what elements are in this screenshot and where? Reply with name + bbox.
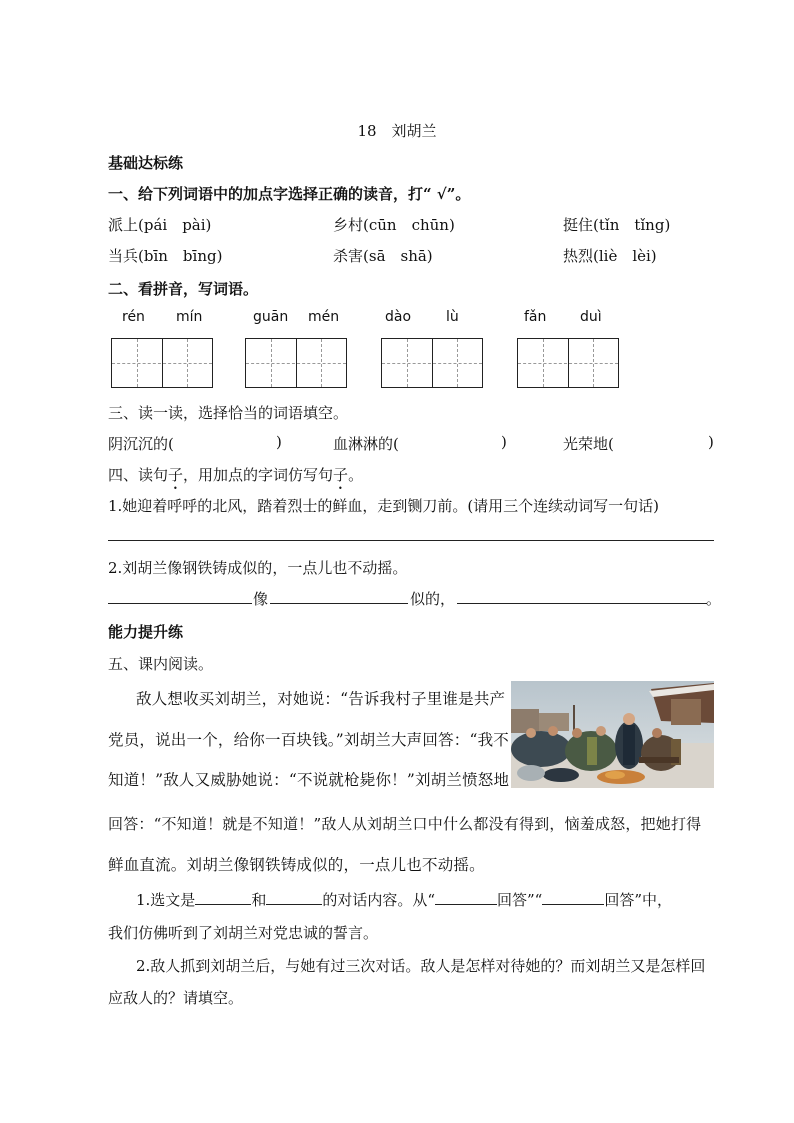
q4-fill-b: 似的， xyxy=(410,590,456,608)
q5-2-line2: 应敌人的？请填空。 xyxy=(108,989,244,1007)
passage-line-5: 鲜血直流。刘胡兰像钢铁铸成似的，一点儿也不动摇。 xyxy=(108,856,485,874)
q5-1-b: 和 xyxy=(251,891,267,909)
q1-item-3[interactable] xyxy=(563,214,670,235)
blank-4[interactable] xyxy=(542,890,604,905)
passage-line-1: 敌人想收买刘胡兰，对她说：“告诉我村子里谁是共产 xyxy=(136,690,506,708)
q1-item-6[interactable] xyxy=(563,245,657,266)
q5-1-line2: 我们仿佛听到了刘胡兰对党忠诚的誓言。 xyxy=(108,924,379,942)
q1-pinyin: (sā shā) xyxy=(363,247,433,265)
q4-heading-mid: ，用加点的字词仿写句 xyxy=(183,466,334,484)
q1-word: 挺住 xyxy=(563,216,594,234)
writing-grid-1[interactable] xyxy=(111,338,213,388)
q1-heading: 一、给下列词语中的加点字选择正确的读音，打“ √”。 xyxy=(108,185,471,203)
answer-blank-c[interactable] xyxy=(457,603,707,604)
q4-heading-pre: 四、读句 xyxy=(108,466,169,484)
q4-heading-post: 。 xyxy=(348,466,364,484)
q4-fill-end: 。 xyxy=(706,590,722,608)
q1-item-1[interactable] xyxy=(108,214,211,235)
q4-fill-a: 像 xyxy=(253,590,269,608)
q2-pinyin-1b: mín xyxy=(176,309,203,325)
q5-1-e: 回答”中， xyxy=(604,891,673,909)
q1-word: 当兵 xyxy=(108,247,139,265)
passage-line-3: 知道！”敌人又威胁她说：“不说就枪毙你！”刘胡兰愤怒地 xyxy=(108,771,510,789)
q2-pinyin-3a: dào xyxy=(385,309,412,325)
writing-grid-3[interactable] xyxy=(381,338,483,388)
blank-1[interactable] xyxy=(195,890,251,905)
q1-pinyin: (bīn bīng) xyxy=(138,247,223,265)
q5-2-line1: 2.敌人抓到刘胡兰后，与她有过三次对话。敌人是怎样对待她的？而刘胡兰又是怎样回 xyxy=(136,957,706,975)
q1-pinyin: (cūn chūn) xyxy=(363,216,455,234)
q5-1-c: 的对话内容。从“ xyxy=(322,891,435,909)
q4-heading-dot1: 子 xyxy=(168,466,184,484)
q1-pinyin: (tǐn tǐng) xyxy=(593,216,671,234)
q3-item-2: 血淋淋的( xyxy=(333,435,399,453)
q2-heading: 二、看拼音，写词语。 xyxy=(108,280,259,298)
q2-pinyin-2a: guān xyxy=(253,309,289,325)
blank-3[interactable] xyxy=(435,890,497,905)
q5-1 xyxy=(136,889,672,910)
q1-item-4[interactable] xyxy=(108,245,222,266)
passage-line-2: 党员，说出一个，给你一百块钱。”刘胡兰大声回答：“我不 xyxy=(108,731,509,749)
writing-grid-4[interactable] xyxy=(517,338,619,388)
q2-pinyin-3b: lù xyxy=(446,309,459,325)
q5-1-d: 回答”“ xyxy=(497,891,543,909)
q3-close-1: ) xyxy=(276,433,282,451)
answer-line-1[interactable] xyxy=(108,540,714,541)
q1-pinyin: (pái pài) xyxy=(138,216,212,234)
answer-blank-a[interactable] xyxy=(108,603,252,604)
painting-icon xyxy=(511,681,714,788)
q1-item-2[interactable] xyxy=(333,214,455,235)
q2-pinyin-1a: rén xyxy=(122,309,145,325)
q1-pinyin: (liè lèi) xyxy=(593,247,657,265)
q1-item-5[interactable] xyxy=(333,245,433,266)
blank-2[interactable] xyxy=(266,890,322,905)
q2-pinyin-2b: mén xyxy=(308,309,340,325)
q1-word: 派上 xyxy=(108,216,139,234)
q4-sentence-1: 1.她迎着呼呼的北风，踏着烈士的鲜血，走到铡刀前。(请用三个连续动词写一句话) xyxy=(108,497,660,515)
painting-illustration xyxy=(511,681,714,788)
page-title: 18 刘胡兰 xyxy=(357,122,437,140)
q4-heading-dot2: 子 xyxy=(333,466,349,484)
q2-pinyin-4a: fǎn xyxy=(524,309,547,325)
q4-sentence-2: 2.刘胡兰像钢铁铸成似的，一点儿也不动摇。 xyxy=(108,559,408,577)
q4-heading xyxy=(108,464,363,493)
q3-item-3: 光荣地( xyxy=(563,435,614,453)
q5-1-a: 1.选文是 xyxy=(136,891,196,909)
q1-word: 乡村 xyxy=(333,216,364,234)
q3-item-1: 阴沉沉的( xyxy=(108,435,174,453)
writing-grid-2[interactable] xyxy=(245,338,347,388)
q1-word: 杀害 xyxy=(333,247,364,265)
q3-heading: 三、读一读，选择恰当的词语填空。 xyxy=(108,404,349,422)
q5-heading: 五、课内阅读。 xyxy=(108,655,214,673)
section-basic-heading: 基础达标练 xyxy=(108,154,184,172)
passage-line-4: 回答：“不知道！就是不知道！”敌人从刘胡兰口中什么都没有得到，恼羞成怒，把她打得 xyxy=(108,815,702,833)
q3-close-2: ) xyxy=(501,433,507,451)
section-advanced-heading: 能力提升练 xyxy=(108,623,184,641)
q1-word: 热烈 xyxy=(563,247,594,265)
q2-pinyin-4b: duì xyxy=(580,309,602,325)
answer-blank-b[interactable] xyxy=(270,603,408,604)
q3-close-3: ) xyxy=(708,433,714,451)
